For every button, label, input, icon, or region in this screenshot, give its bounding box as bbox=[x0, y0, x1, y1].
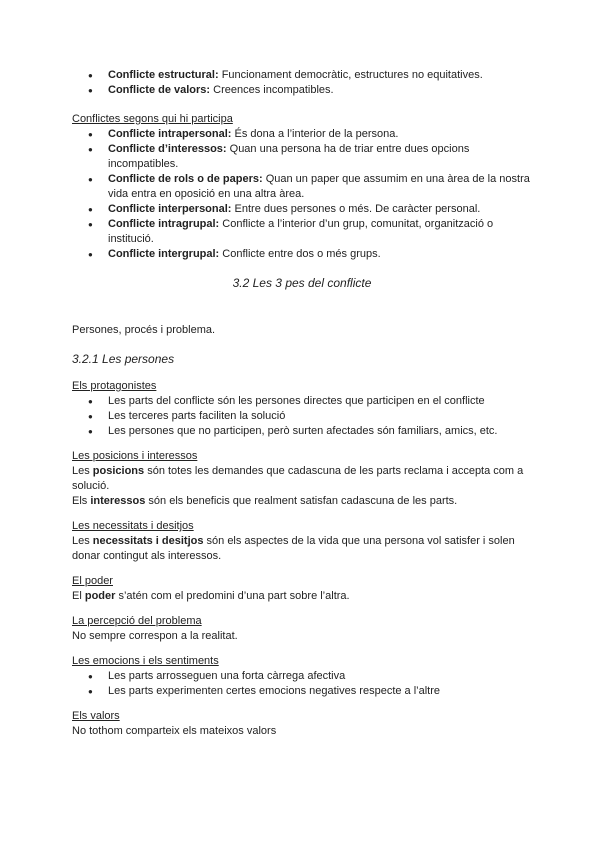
list-item: ● Conflicte de rols o de papers: Quan un paper que assumim en una àrea de la nostra vida entra en oposició en una altra àrea. bbox=[72, 172, 532, 202]
document-page bbox=[72, 68, 532, 739]
list-item: ● Conflicte d’interessos: Quan una persona ha de triar entre dues opcions incompatibles. bbox=[72, 142, 532, 172]
list-item: ● Conflicte interpersonal: Entre dues persones o més. De caràcter personal. bbox=[72, 202, 532, 217]
values-paragraph: No tothom comparteix els mateixos valors bbox=[72, 725, 277, 737]
list-item: ● Conflicte de valors: Creences incompatibles. bbox=[72, 83, 532, 98]
heading-needs: Les necessitats i desitjos bbox=[72, 520, 194, 532]
list-item: ● Conflicte intragrupal: Conflicte a l’interior d’un grup, comunitat, organització o institució. bbox=[72, 217, 532, 247]
list-item: ● Les parts experimenten certes emocions negatives respecte a l’altre bbox=[72, 684, 532, 699]
heading-protagonists: Els protagonistes bbox=[72, 380, 157, 392]
heading-emotions: Les emocions i els sentiments bbox=[72, 655, 219, 667]
subsection-title: 3.2.1 Les persones bbox=[72, 352, 175, 366]
top-list bbox=[72, 68, 532, 98]
heading-positions: Les posicions i interessos bbox=[72, 450, 198, 462]
positions-paragraph: Les posicions són totes les demandes que cadascuna de les parts reclama i accepta com a solució. bbox=[72, 465, 524, 492]
heading-participants: Conflictes segons qui hi participa bbox=[72, 113, 233, 125]
list-item: ● Conflicte intergrupal: Conflicte entre dos o més grups. bbox=[72, 247, 532, 262]
interests-paragraph: Els interessos són els beneficis que realment satisfan cadascuna de les parts. bbox=[72, 495, 458, 507]
heading-power: El poder bbox=[72, 575, 113, 587]
list-item: ● Conflicte intrapersonal: És dona a l’interior de la persona. bbox=[72, 127, 532, 142]
needs-paragraph: Les necessitats i desitjos són els aspectes de la vida que una persona vol satisfer i solen donar contingut als interessos. bbox=[72, 535, 515, 562]
participants-list bbox=[72, 127, 532, 262]
list-item: ● Les parts del conflicte són les persones directes que participen en el conflicte bbox=[72, 394, 532, 409]
perception-paragraph: No sempre correspon a la realitat. bbox=[72, 630, 238, 642]
list-item: ● Les terceres parts faciliten la solució bbox=[72, 409, 532, 424]
power-paragraph: El poder s’atén com el predomini d’una part sobre l’altra. bbox=[72, 590, 350, 602]
heading-values: Els valors bbox=[72, 710, 120, 722]
list-item: ● Conflicte estructural: Funcionament democràtic, estructures no equitatives. bbox=[72, 68, 532, 83]
emotions-list bbox=[72, 669, 532, 699]
list-item: ● Les parts arrosseguen una forta càrrega afectiva bbox=[72, 669, 532, 684]
protagonists-list bbox=[72, 394, 532, 439]
section-title: 3.2 Les 3 pes del conflicte bbox=[232, 276, 372, 290]
intro-text: Persones, procés i problema. bbox=[72, 324, 216, 336]
list-item: ● Les persones que no participen, però surten afectades són familiars, amics, etc. bbox=[72, 424, 532, 439]
heading-perception: La percepció del problema bbox=[72, 615, 202, 627]
